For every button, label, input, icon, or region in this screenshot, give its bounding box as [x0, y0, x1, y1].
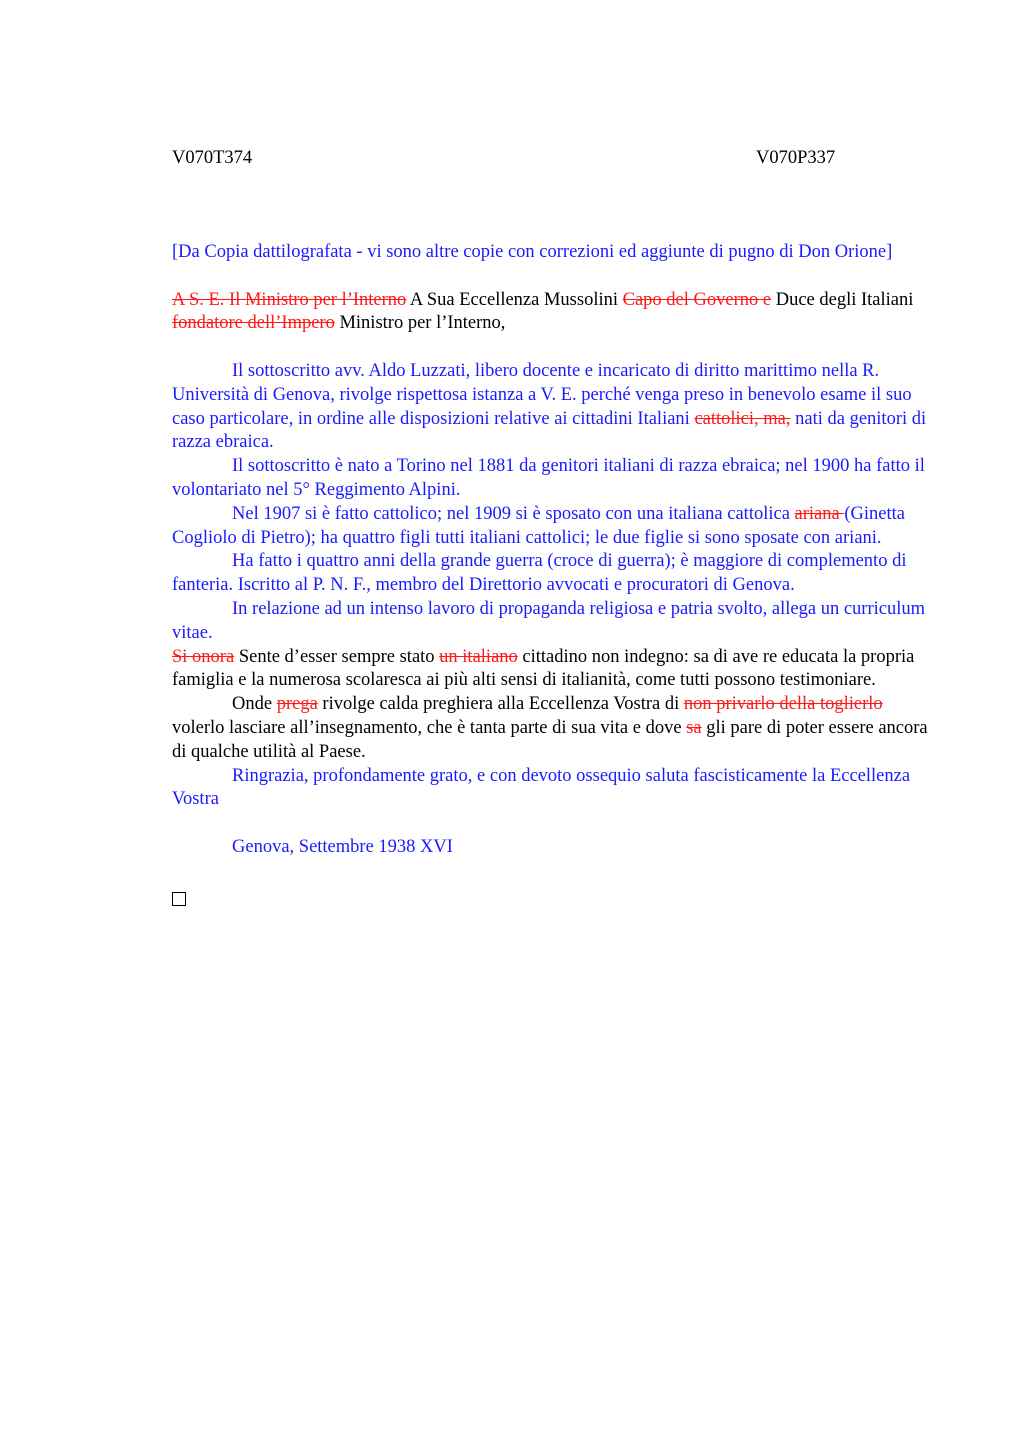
address-text: Ministro per l’Interno,: [334, 313, 506, 334]
paragraph-text: (Ginetta Cogliolo di Pietro); ha quattro figli tutti italiani cattolici; le due figlie si sono sposate con ariani.: [172, 503, 905, 548]
deleted-text: A S. E. Il Ministro per l’Interno: [172, 289, 407, 310]
paragraph-text: cittadino non indegno: sa di ave re educata la propria famiglia e la numerosa scolaresca ai più alti sensi di italianità, come tutti possono testimoniare.: [172, 646, 915, 691]
paragraph-7: [172, 693, 932, 764]
header-right-code: V070P337: [756, 148, 836, 168]
paragraph-text: gli pare di poter essere ancora di qualche utilità al Paese.: [172, 717, 928, 762]
paragraph-text: Nel 1907 si è fatto cattolico; nel 1909 si è sposato con una italiana cattolica: [232, 503, 795, 524]
paragraph-4: Ha fatto i quattro anni della grande guerra (croce di guerra); è maggiore di complemento di fanteria. Iscritto al P. N. F., membro del Direttorio avvocati e procuratori di Genova.: [172, 551, 907, 596]
deleted-text: Capo del Governo e: [622, 289, 772, 310]
paragraph-3: [172, 503, 932, 551]
paragraph-text: Onde: [232, 694, 277, 715]
paragraph-text: rivolge calda preghiera alla Eccellenza Vostra di: [317, 694, 684, 715]
deleted-text: fondatore dell’Impero: [172, 313, 335, 334]
deleted-text: non privarlo della toglierlo: [683, 694, 883, 715]
paragraph-text: nati da genitori di razza ebraica.: [172, 408, 927, 453]
address-text: A Sua Eccellenza Mussolini: [406, 289, 623, 310]
deleted-text: ariana: [794, 503, 845, 524]
paragraph-text: Il sottoscritto avv. Aldo Luzzati, libero docente e incaricato di diritto marittimo nella R. Università di Genova, rivolge rispettosa istanza a V. E. perché venga preso in benevolo esame il suo caso particolare, in ordine alle disposizioni relative ai cittadini Italiani: [172, 360, 912, 429]
paragraph-text: volerlo lasciare all’insegnamento, che è tanta parte di sua vita e dove: [172, 717, 687, 738]
paragraph-6: [172, 646, 932, 694]
deleted-text: sa: [686, 717, 702, 738]
deleted-text: prega: [276, 694, 318, 715]
paragraph-1: [172, 360, 932, 455]
source-note: [Da Copia dattilografata - vi sono altre copie con correzioni ed aggiunte di pugno di Don Orione]: [172, 242, 893, 262]
address-text: Duce degli Italiani: [771, 289, 914, 310]
paragraph-text: Sente d’esser sempre stato: [234, 646, 440, 667]
header-left-code: V070T374: [172, 148, 253, 168]
checkbox-square-icon: [172, 892, 186, 906]
paragraph-5: In relazione ad un intenso lavoro di propaganda religiosa e patria svolto, allega un curriculum vitae.: [172, 598, 926, 643]
letter-body: [172, 241, 932, 913]
address-line: [172, 289, 932, 337]
deleted-text: un italiano: [439, 646, 518, 667]
closing-date: Genova, Settembre 1938 XVI: [232, 836, 453, 857]
deleted-text: Si onora: [172, 646, 235, 667]
deleted-text: cattolici, ma,: [694, 408, 791, 429]
paragraph-8: Ringrazia, profondamente grato, e con devoto ossequio saluta fascisticamente la Eccellenza Vostra: [172, 765, 911, 810]
paragraph-2: Il sottoscritto è nato a Torino nel 1881 da genitori italiani di razza ebraica; nel 1900 ha fatto il volontariato nel 5° Reggimento Alpini.: [172, 456, 925, 500]
